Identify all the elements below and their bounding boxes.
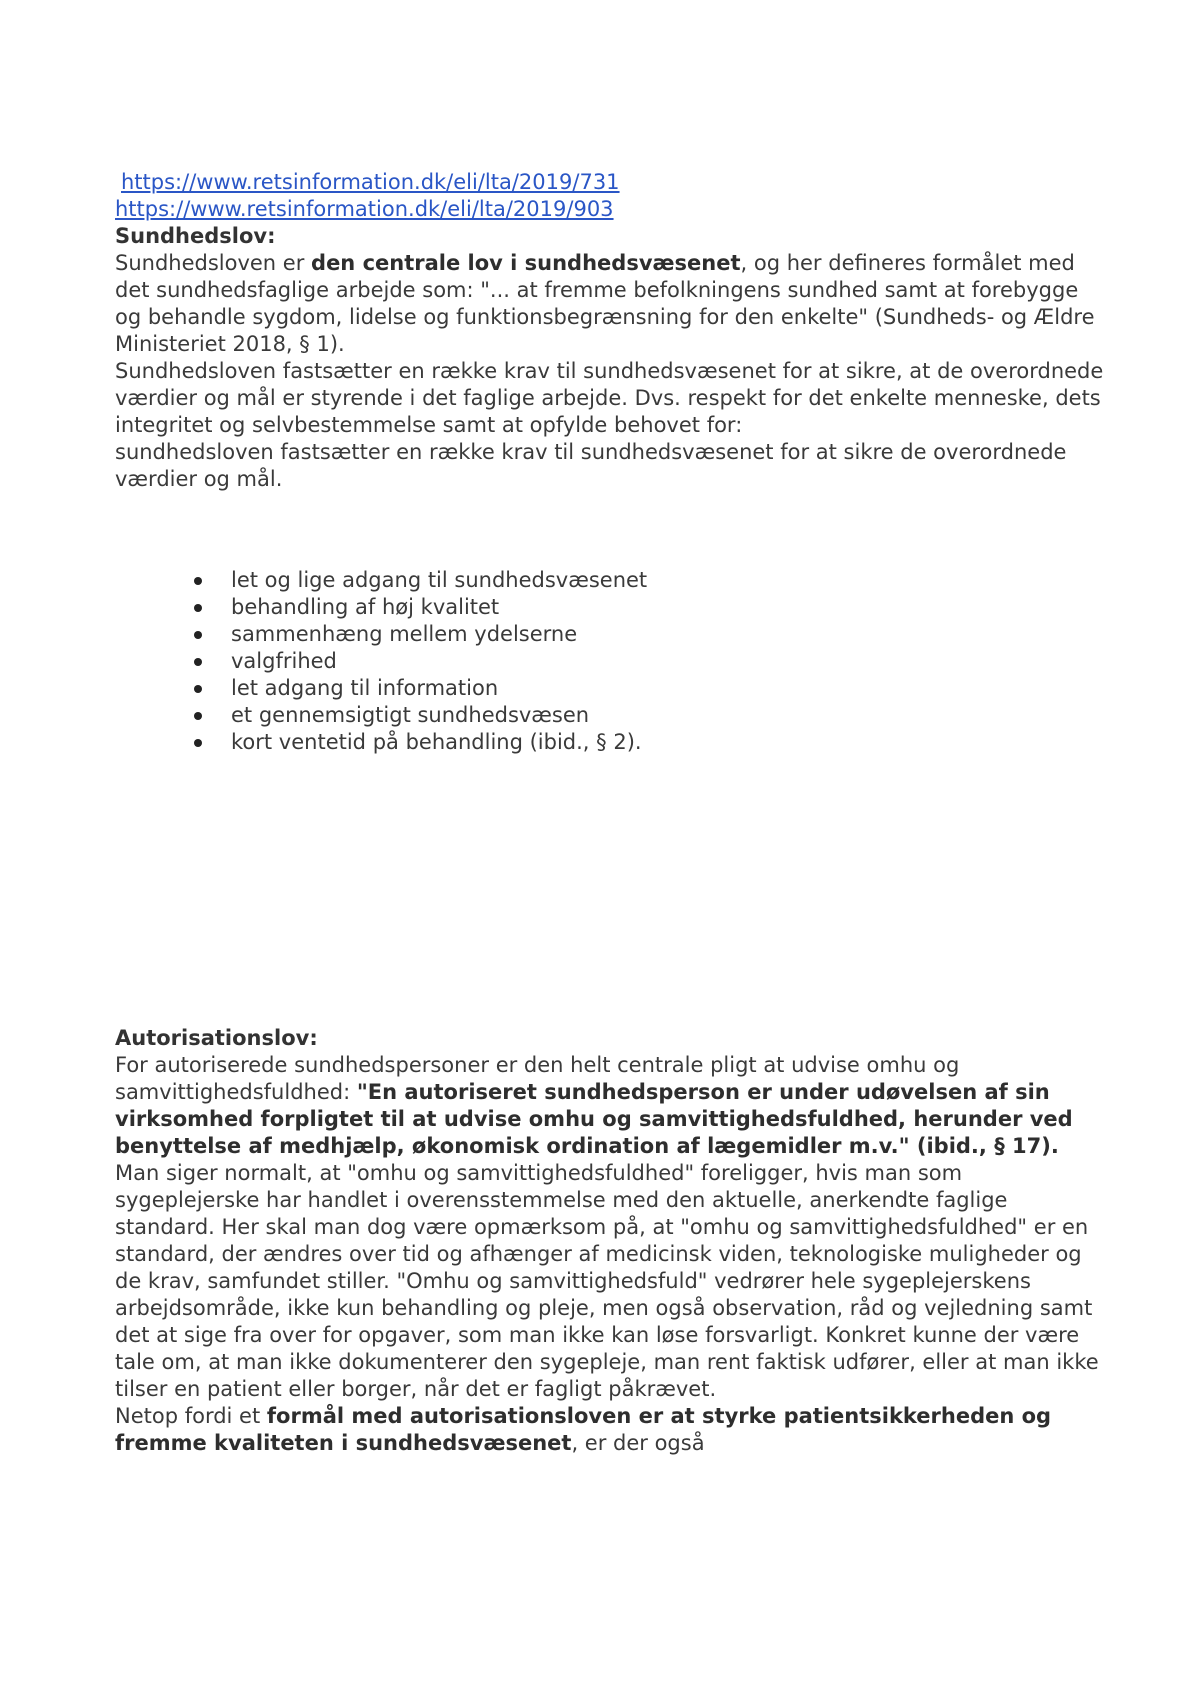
sundhedslov-paragraph-3: sundhedsloven fastsætter en række krav til sundhedsvæsenet for at sikre de overordnede værdier og mål. bbox=[115, 440, 1067, 491]
text-span: , og her defineres formålet med det sundhedsfaglige arbejde som: "... at fremme befolkningens sundhed samt at forebygge og behandle sygdom, lidelse og funktionsbegrænsning for den enkelte" (Sundheds- og Ældre Ministeriet 2018, § 1). bbox=[115, 251, 1095, 356]
autorisationslov-paragraph-2: Man siger normalt, at "omhu og samvittighedsfuldhed" foreligger, hvis man som sygeplejerske har handlet i overensstemmelse med den aktuelle, anerkendte faglige standard. Her skal man dog være opmærksom på, at "omhu og samvittighedsfuldhed" er en standard, der ændres over tid og afhænger af medicinsk viden, teknologiske muligheder og de krav, samfundet stiller. "Omhu og samvittighedsfuld" vedrører hele sygeplejerskens arbejdsområde, ikke kun behandling og pleje, men også observation, råd og vejledning samt det at sige fra over for opgaver, som man ikke kan løse forsvarligt. Konkret kunne der være tale om, at man ikke dokumenterer den sygepleje, man rent faktisk udfører, eller at man ikke tilser en patient eller borger, når det er fagligt påkrævet. bbox=[115, 1161, 1099, 1401]
list-item: let og lige adgang til sundhedsvæsenet bbox=[115, 567, 1015, 594]
bold-span: den centrale lov i sundhedsvæsenet bbox=[311, 251, 741, 275]
list-item: let adgang til information bbox=[115, 675, 1015, 702]
list-item: kort ventetid på behandling (ibid., § 2). bbox=[115, 729, 1015, 756]
autorisationslov-paragraph-1 bbox=[115, 1052, 1105, 1160]
text-span: , er der også bbox=[571, 1431, 705, 1455]
sundhedslov-heading: Sundhedslov: bbox=[115, 224, 276, 248]
sundhedslov-paragraph-1 bbox=[115, 250, 1105, 358]
sundhedslov-paragraph-2: Sundhedsloven fastsætter en række krav til sundhedsvæsenet for at sikre, at de overordnede værdier og mål er styrende i det faglige arbejde. Dvs. respekt for det enkelte menneske, dets integritet og selvbestemmelse samt at opfylde behovet for: bbox=[115, 359, 1104, 437]
bold-span: "En autoriseret sundhedsperson er under udøvelsen af sin virksomhed forpligtet til at udvise omhu og samvittighedsfuldhed, herunder ved benyttelse af medhjælp, økonomisk ordination af lægemidler m.v." (ibid., § 17). bbox=[115, 1080, 1073, 1158]
retsinformation-link-731[interactable]: https://www.retsinformation.dk/eli/lta/2019/731 bbox=[121, 170, 620, 194]
links-block bbox=[115, 169, 1105, 223]
autorisationslov-heading: Autorisationslov: bbox=[115, 1026, 318, 1050]
bold-span: formål med autorisationsloven er at styrke patientsikkerheden og fremme kvaliteten i sundhedsvæsenet bbox=[115, 1404, 1052, 1455]
list-item: sammenhæng mellem ydelserne bbox=[115, 621, 1015, 648]
text-span: Sundhedsloven er bbox=[115, 251, 312, 275]
list-item: valgfrihed bbox=[115, 648, 1015, 675]
text-span: For autoriserede sundhedspersoner er den helt centrale pligt at udvise omhu og samvittighedsfuldhed: bbox=[115, 1053, 960, 1104]
text-span: Netop fordi et bbox=[115, 1404, 267, 1428]
list-item: et gennemsigtigt sundhedsvæsen bbox=[115, 702, 1015, 729]
sundhedslov-section bbox=[115, 223, 1105, 493]
autorisationslov-paragraph-3 bbox=[115, 1403, 1105, 1457]
list-item: behandling af høj kvalitet bbox=[115, 594, 1015, 621]
autorisationslov-section bbox=[115, 1025, 1105, 1457]
retsinformation-link-903[interactable]: https://www.retsinformation.dk/eli/lta/2019/903 bbox=[115, 197, 614, 221]
sundhedslov-bullet-list bbox=[115, 567, 1015, 756]
